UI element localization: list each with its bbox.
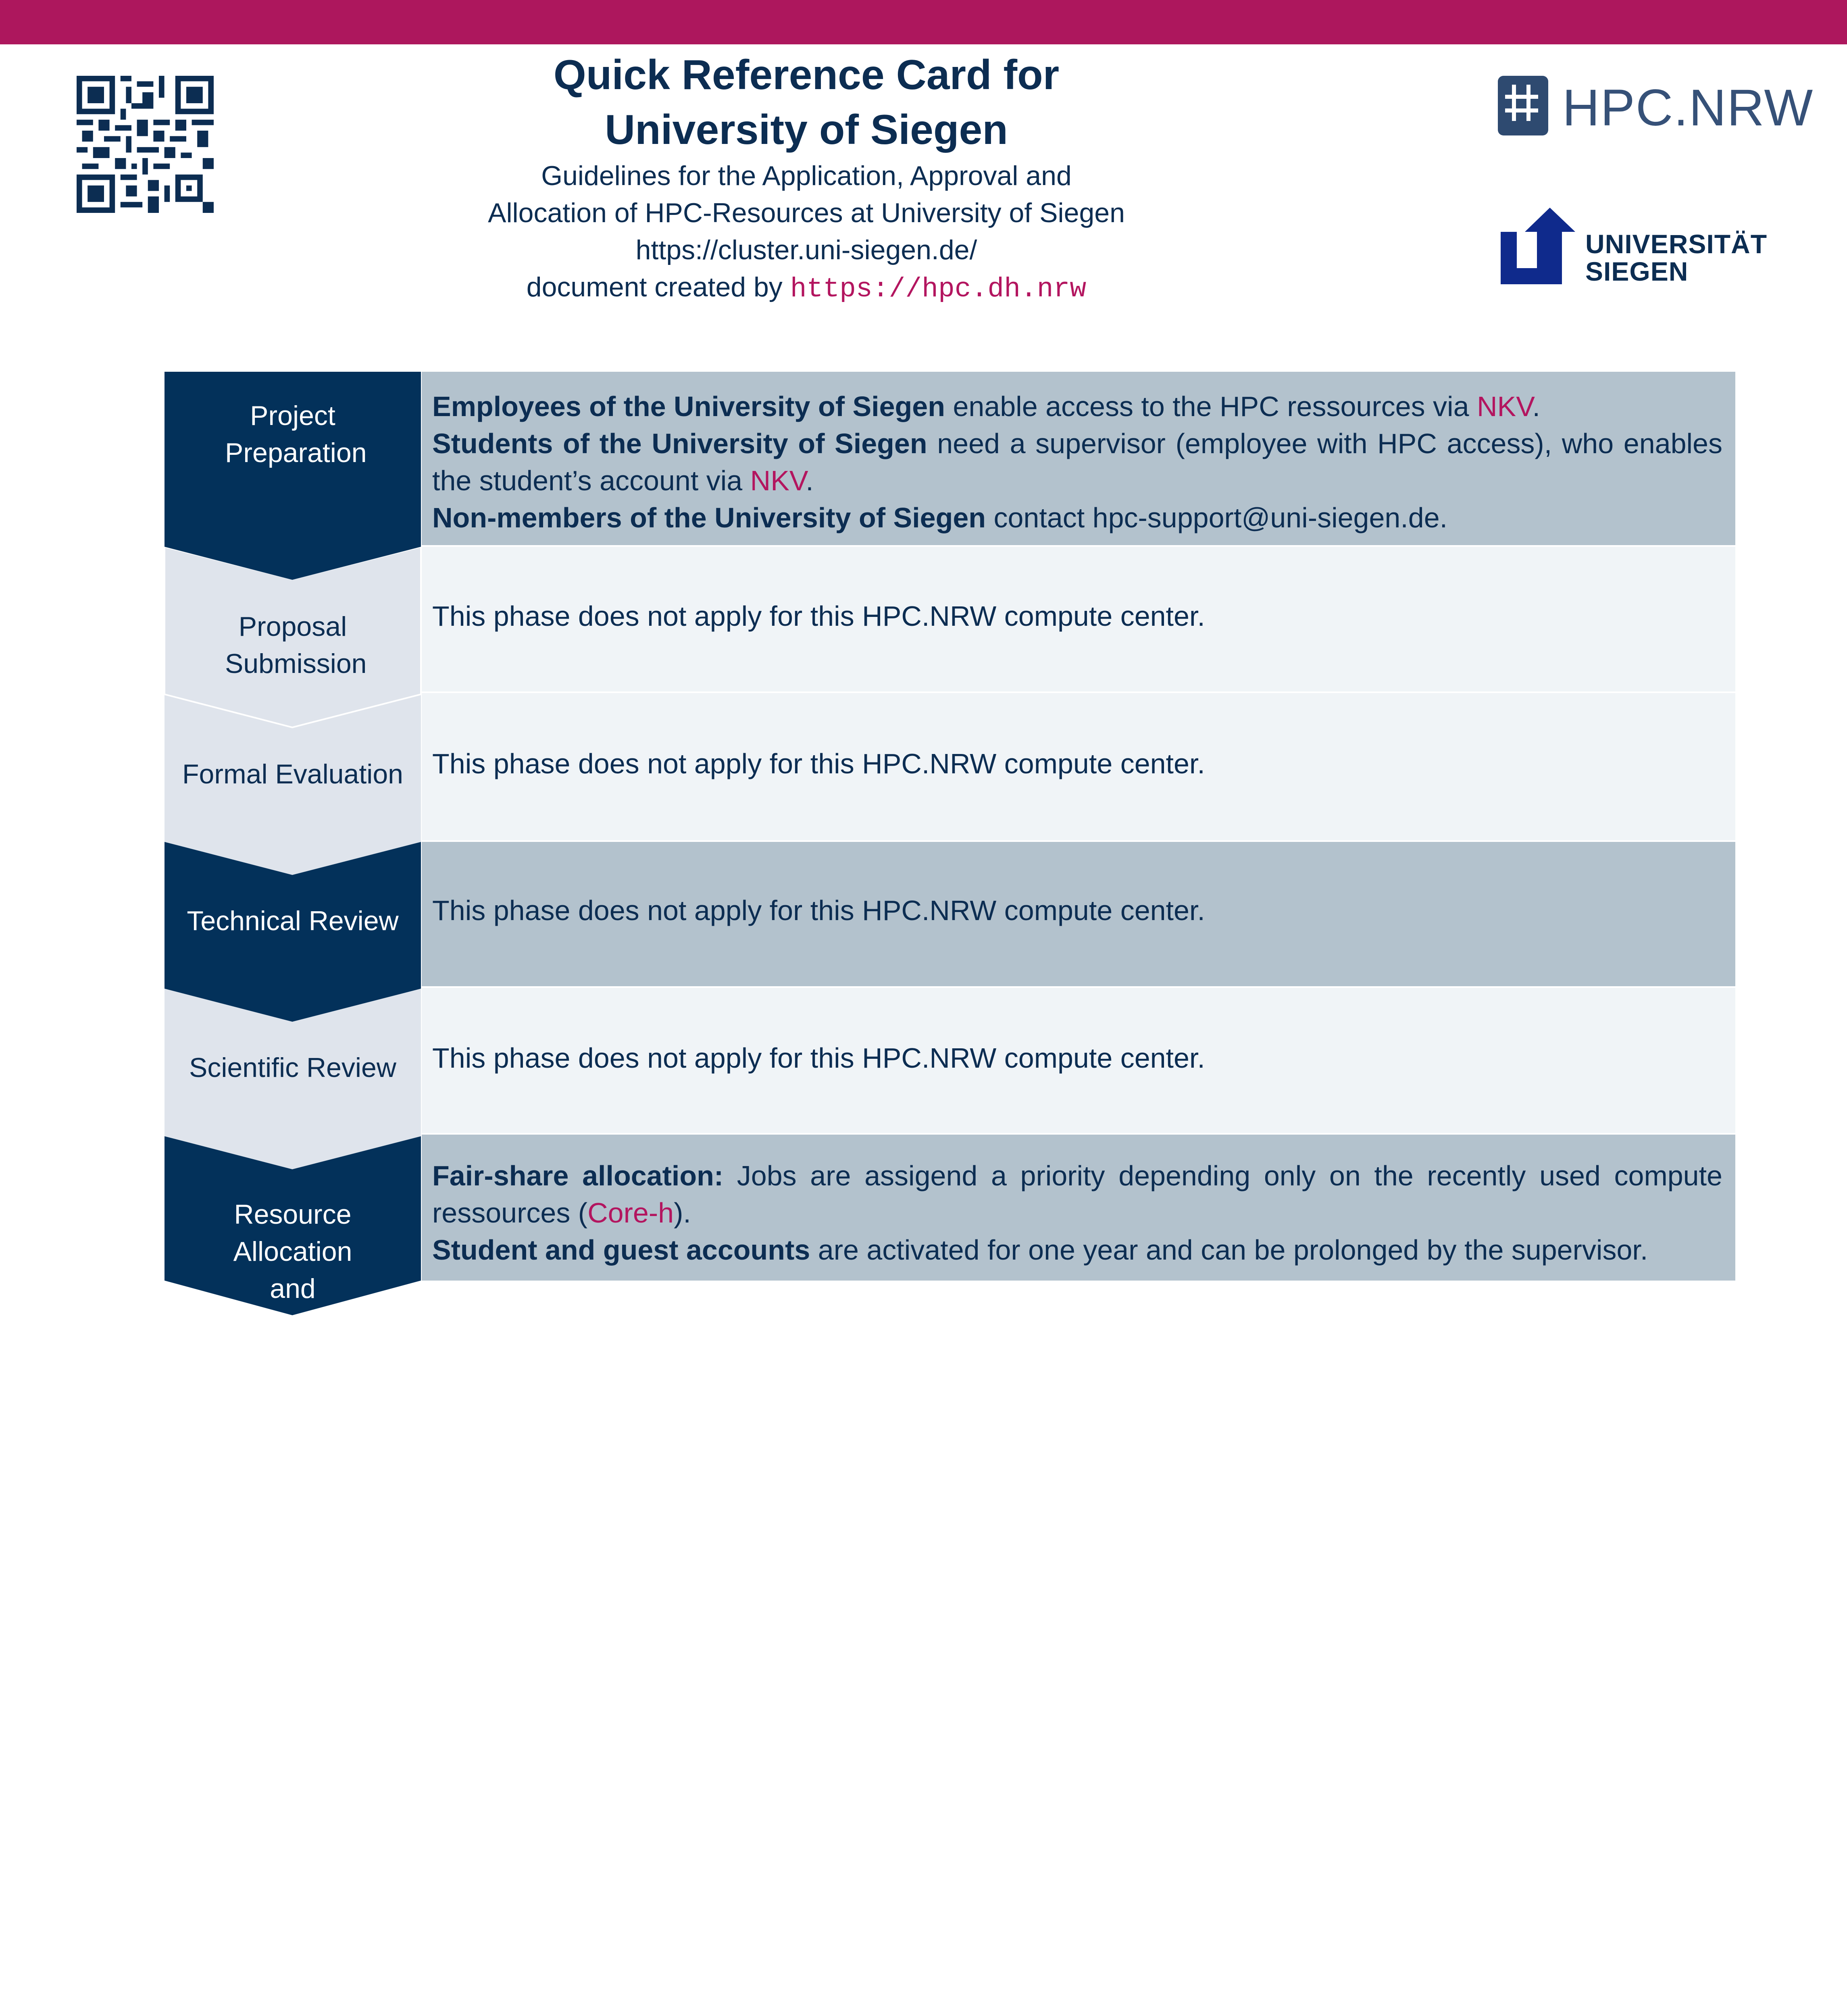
phase-2-content: This phase does not apply for this HPC.NRW compute center. xyxy=(432,600,1205,632)
nonmembers-bold: Non-members of the University of Siegen xyxy=(432,502,986,533)
phase-5-content: This phase does not apply for this HPC.NRW compute center. xyxy=(432,1042,1205,1074)
university-logo-line1: UNIVERSITÄT xyxy=(1585,229,1768,259)
employees-end: . xyxy=(1532,391,1540,422)
students-end: . xyxy=(806,465,814,496)
phase-label-formal-evaluation xyxy=(165,756,421,793)
nonmembers-text: contact hpc-support@uni-siegen.de. xyxy=(986,502,1448,533)
nonmembers-line xyxy=(432,499,1722,536)
accounts-line xyxy=(432,1231,1722,1268)
subtitle-line2: Allocation of HPC-Resources at University of Siegen xyxy=(488,198,1125,228)
cluster-url[interactable]: https://cluster.uni-siegen.de/ xyxy=(635,235,977,265)
created-by-label: document created by xyxy=(526,272,783,302)
phase-2-label-text: Proposal Submission xyxy=(225,611,367,679)
page-title-line2: University of Siegen xyxy=(605,106,1008,153)
phase-label-resource-allocation xyxy=(165,1196,421,1341)
phase-1-content xyxy=(432,388,1722,536)
fairshare-text: Jobs are assigend a priority depending only on the recently used compute ressources ( xyxy=(432,1160,1722,1229)
phase-1-label-text: Project Preparation xyxy=(225,400,367,468)
phase-6-label-text: Resource Allocation and Monitoring xyxy=(229,1199,357,1341)
page-title-line1: Quick Reference Card for xyxy=(553,52,1060,98)
accounts-text: are activated for one year and can be prolonged by the supervisor. xyxy=(810,1234,1648,1266)
employees-line xyxy=(432,388,1722,425)
accounts-bold: Student and guest accounts xyxy=(432,1234,810,1266)
core-h-link[interactable]: Core-h xyxy=(587,1197,674,1229)
phase-4-label-text: Technical Review xyxy=(187,906,399,936)
fairshare-bold: Fair-share allocation: xyxy=(432,1160,724,1191)
students-bold: Students of the University of Siegen xyxy=(432,428,927,459)
employees-bold: Employees of the University of Siegen xyxy=(432,391,945,422)
phase-6-content xyxy=(432,1157,1722,1268)
nkv-link[interactable]: NKV xyxy=(750,465,806,496)
nkv-link[interactable]: NKV xyxy=(1476,391,1533,422)
phase-label-project-preparation xyxy=(165,397,421,471)
phase-label-scientific-review xyxy=(165,1049,421,1086)
phase-5-label-text: Scientific Review xyxy=(189,1052,396,1083)
fairshare-line xyxy=(432,1157,1722,1231)
subtitle-line1: Guidelines for the Application, Approval and xyxy=(541,160,1072,191)
phase-4-content: This phase does not apply for this HPC.NRW compute center. xyxy=(432,895,1205,926)
students-line xyxy=(432,425,1722,499)
employees-text: enable access to the HPC ressources via xyxy=(945,391,1477,422)
phase-label-technical-review xyxy=(165,902,421,939)
created-by-link[interactable]: https://hpc.dh.nrw xyxy=(790,274,1087,305)
university-logo-line2: SIEGEN xyxy=(1585,256,1689,286)
hpc-nrw-logo-text: HPC.NRW xyxy=(1562,79,1814,137)
phase-3-label-text: Formal Evaluation xyxy=(182,759,404,789)
phase-label-proposal-submission xyxy=(165,608,421,682)
phase-3-content: This phase does not apply for this HPC.NRW compute center. xyxy=(432,748,1205,779)
students-text: need a supervisor (employee with HPC access), who enables the student’s account via xyxy=(432,428,1722,496)
fairshare-end: ). xyxy=(674,1197,691,1229)
